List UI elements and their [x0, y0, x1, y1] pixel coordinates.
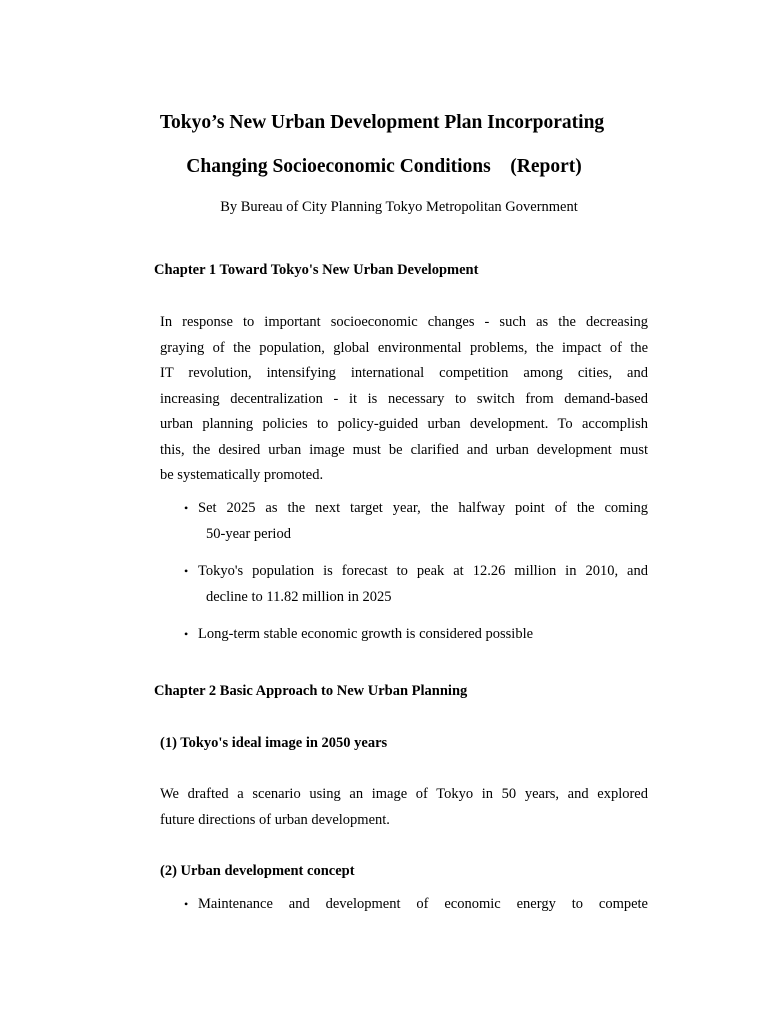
section-1-paragraph: [160, 782, 648, 833]
bullet-marker: •: [184, 501, 189, 515]
list-item-line: Set 2025 as the next target year, the halfway point of the coming: [198, 500, 648, 516]
list-item-line: decline to 11.82 million in 2025: [206, 589, 392, 605]
paragraph-line: graying of the population, global environmental problems, the impact of the: [160, 339, 648, 356]
document-title-line-1: Tokyo’s New Urban Development Plan Incorporating: [159, 112, 605, 133]
paragraph-line: increasing decentralization - it is necessary to switch from demand-based: [160, 390, 648, 407]
chapter-2-heading: Chapter 2 Basic Approach to New Urban Planning: [154, 683, 468, 699]
paragraph-line: In response to important socioeconomic changes - such as the decreasing: [160, 314, 648, 330]
list-item-line: 50-year period: [206, 526, 291, 542]
list-item-line: Long-term stable economic growth is considered possible: [198, 626, 534, 642]
paragraph-line: We drafted a scenario using an image of Tokyo in 50 years, and explored: [160, 786, 648, 802]
bullet-marker: •: [184, 897, 189, 911]
bullet-marker: •: [184, 627, 189, 641]
section-2-heading: (2) Urban development concept: [160, 863, 355, 879]
paragraph-line: IT revolution, intensifying international competition among cities, and: [160, 365, 648, 381]
bullet-marker: •: [184, 564, 189, 578]
list-item-line: Tokyo's population is forecast to peak at 12.26 million in 2010, and: [198, 563, 648, 579]
list-item-line: Maintenance and development of economic energy to compete: [198, 896, 648, 912]
chapter-1-paragraph: [160, 310, 648, 489]
paragraph-line: future directions of urban development.: [160, 811, 390, 828]
document-title-line-2: Changing Socioeconomic Conditions (Report): [186, 156, 582, 177]
section-1-heading: (1) Tokyo's ideal image in 2050 years: [160, 735, 388, 751]
paragraph-line: this, the desired urban image must be clarified and urban development must: [160, 441, 648, 458]
paragraph-line: urban planning policies to policy-guided urban development. To accomplish: [160, 416, 648, 432]
paragraph-line: be systematically promoted.: [160, 467, 324, 483]
document-byline: By Bureau of City Planning Tokyo Metropolitan Government: [220, 199, 578, 215]
chapter-1-heading: Chapter 1 Toward Tokyo's New Urban Development: [154, 262, 479, 278]
